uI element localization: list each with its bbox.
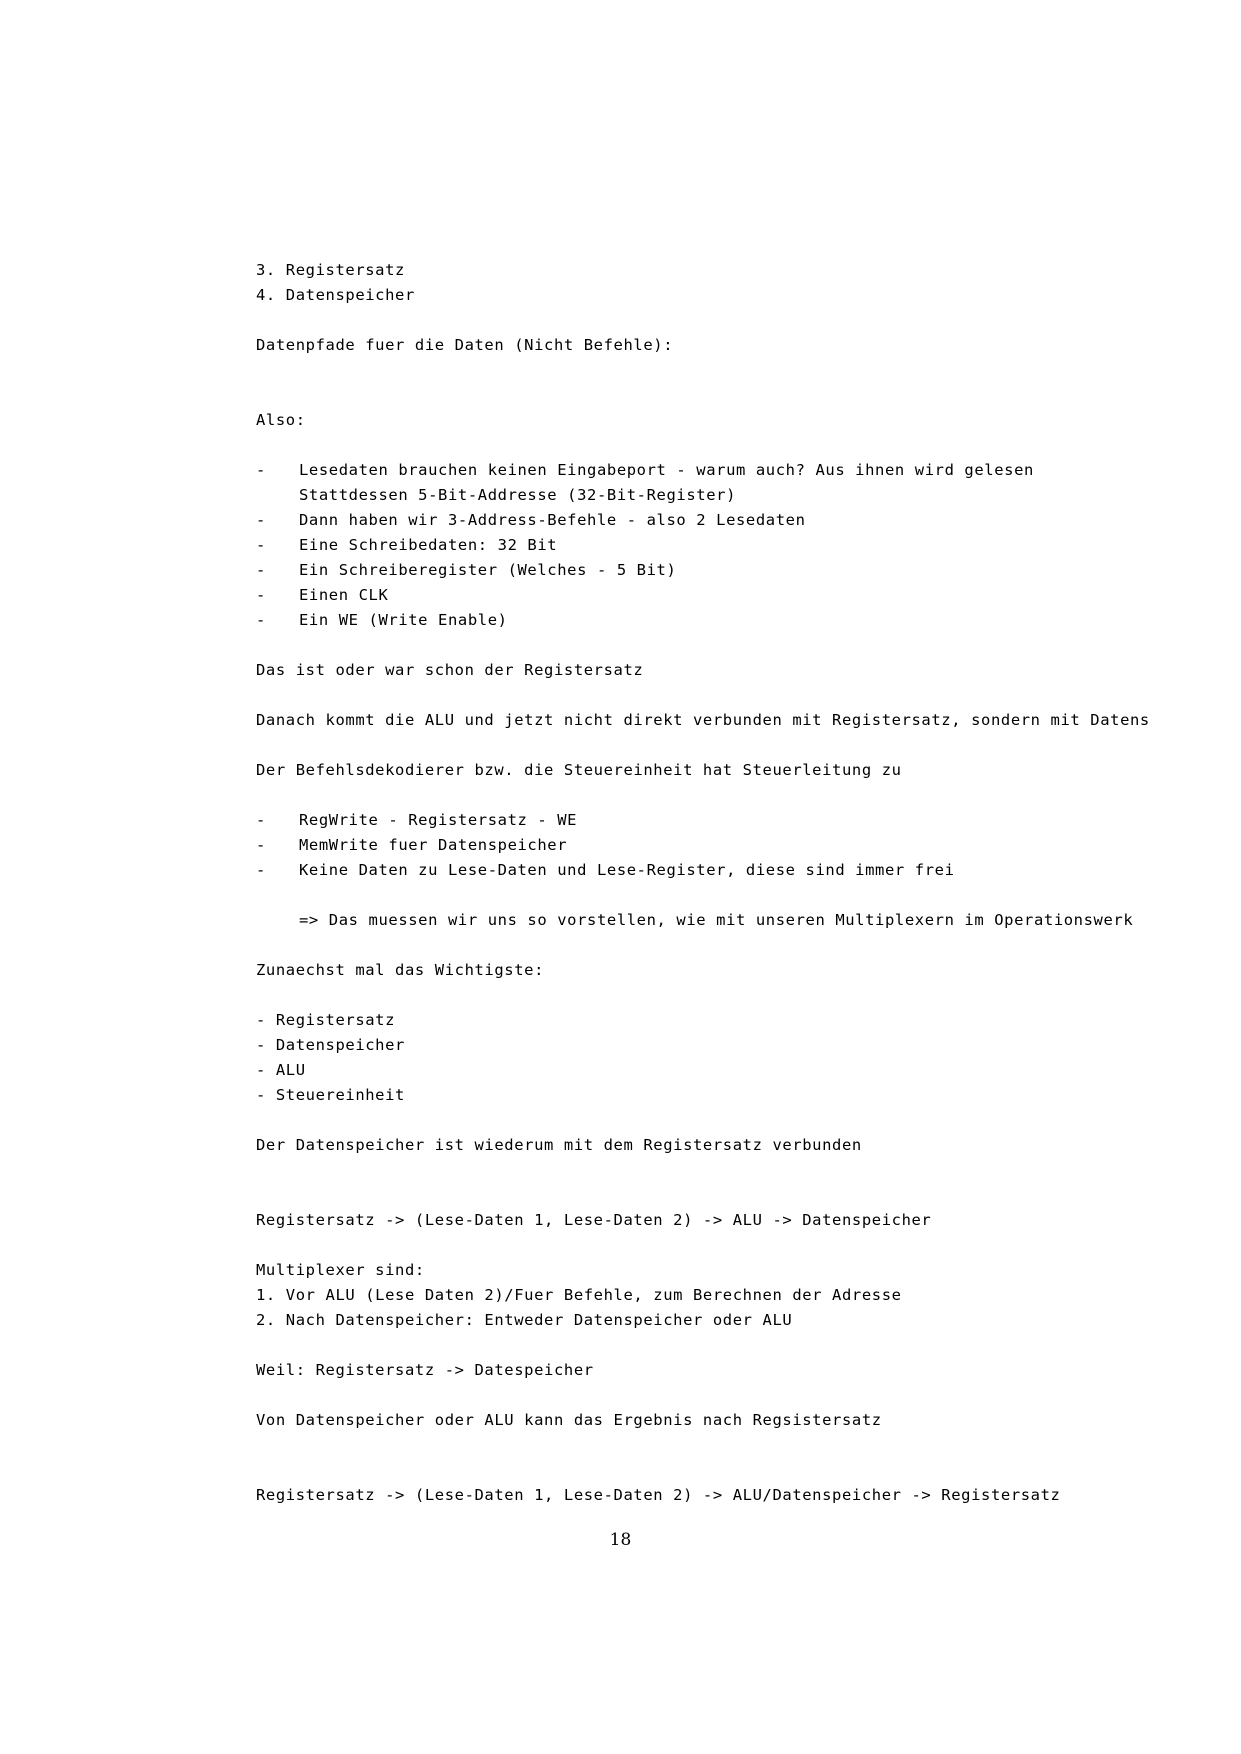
blank-line (256, 983, 1196, 1008)
blank-line (256, 1183, 1196, 1208)
blank-line (256, 1383, 1196, 1408)
bullet-marker: - (256, 536, 266, 554)
text-line: - ALU (256, 1061, 306, 1079)
list-item-text: Lesedaten brauchen keinen Eingabeport - warum auch? Aus ihnen wird gelesen (299, 461, 1034, 479)
blank-line (256, 433, 1196, 458)
text-line: Danach kommt die ALU und jetzt nicht direkt verbunden mit Registersatz, sondern mit Datens (256, 711, 1150, 729)
list-item-text: RegWrite - Registersatz - WE (299, 811, 578, 829)
text-line: Von Datenspeicher oder ALU kann das Ergebnis nach Regsistersatz (256, 1411, 882, 1429)
text-line: Registersatz -> (Lese-Daten 1, Lese-Daten 2) -> ALU -> Datenspeicher (256, 1211, 932, 1229)
list-item-text: Keine Daten zu Lese-Daten und Lese-Register, diese sind immer frei (299, 861, 955, 879)
text-line: - Datenspeicher (256, 1036, 405, 1054)
text-line: 2. Nach Datenspeicher: Entweder Datenspeicher oder ALU (256, 1311, 793, 1329)
blank-line (256, 683, 1196, 708)
bullet-marker: - (256, 461, 266, 479)
list-item (256, 858, 1196, 883)
list-item (256, 458, 1196, 483)
list-item-continuation: Stattdessen 5-Bit-Addresse (32-Bit-Register) (299, 486, 736, 504)
list-item (256, 608, 1196, 633)
bullet-marker: - (256, 811, 266, 829)
list-item-text: Ein WE (Write Enable) (299, 611, 508, 629)
list-item (256, 583, 1196, 608)
text-line: Zunaechst mal das Wichtigste: (256, 961, 545, 979)
list-item (256, 558, 1196, 583)
blank-line (256, 883, 1196, 908)
blank-line (256, 1333, 1196, 1358)
blank-line (256, 308, 1196, 333)
blank-line (256, 383, 1196, 408)
bullet-marker: - (256, 836, 266, 854)
page-number-footer (0, 1530, 1241, 1550)
document-body (256, 258, 1196, 1508)
text-line: 1. Vor ALU (Lese Daten 2)/Fuer Befehle, zum Berechnen der Adresse (256, 1286, 902, 1304)
blank-line (256, 733, 1196, 758)
bullet-marker: - (256, 561, 266, 579)
text-line: Der Datenspeicher ist wiederum mit dem Registersatz verbunden (256, 1136, 862, 1154)
indented-note: => Das muessen wir uns so vorstellen, wie mit unseren Multiplexern im Operationswerk (299, 911, 1134, 929)
text-line: - Registersatz (256, 1011, 396, 1029)
list-item (256, 808, 1196, 833)
bullet-marker: - (256, 611, 266, 629)
text-line: 4. Datenspeicher (256, 286, 415, 304)
list-item-text: Ein Schreiberegister (Welches - 5 Bit) (299, 561, 677, 579)
bullet-marker: - (256, 861, 266, 879)
list-item-text: MemWrite fuer Datenspeicher (299, 836, 568, 854)
list-item (256, 508, 1196, 533)
text-line: Der Befehlsdekodierer bzw. die Steuereinheit hat Steuerleitung zu (256, 761, 902, 779)
blank-line (256, 358, 1196, 383)
bullet-marker: - (256, 586, 266, 604)
blank-line (256, 1433, 1196, 1458)
text-line: Das ist oder war schon der Registersatz (256, 661, 644, 679)
list-item (256, 533, 1196, 558)
blank-line (256, 1108, 1196, 1133)
blank-line (256, 1158, 1196, 1183)
text-line: Weil: Registersatz -> Datespeicher (256, 1361, 594, 1379)
text-line: 3. Registersatz (256, 261, 405, 279)
blank-line (256, 633, 1196, 658)
text-line: Datenpfade fuer die Daten (Nicht Befehle): (256, 336, 674, 354)
text-line: Also: (256, 411, 306, 429)
text-line: - Steuereinheit (256, 1086, 405, 1104)
list-item-text: Dann haben wir 3-Address-Befehle - also 2 Lesedaten (299, 511, 806, 529)
list-item-text: Einen CLK (299, 586, 389, 604)
list-item (256, 833, 1196, 858)
text-line: Registersatz -> (Lese-Daten 1, Lese-Daten 2) -> ALU/Datenspeicher -> Registersatz (256, 1486, 1061, 1504)
page-number-value: 18 (609, 1530, 632, 1550)
list-item-text: Eine Schreibedaten: 32 Bit (299, 536, 558, 554)
text-line: Multiplexer sind: (256, 1261, 425, 1279)
blank-line (256, 933, 1196, 958)
blank-line (256, 1233, 1196, 1258)
bullet-marker: - (256, 511, 266, 529)
blank-line (256, 783, 1196, 808)
blank-line (256, 1458, 1196, 1483)
